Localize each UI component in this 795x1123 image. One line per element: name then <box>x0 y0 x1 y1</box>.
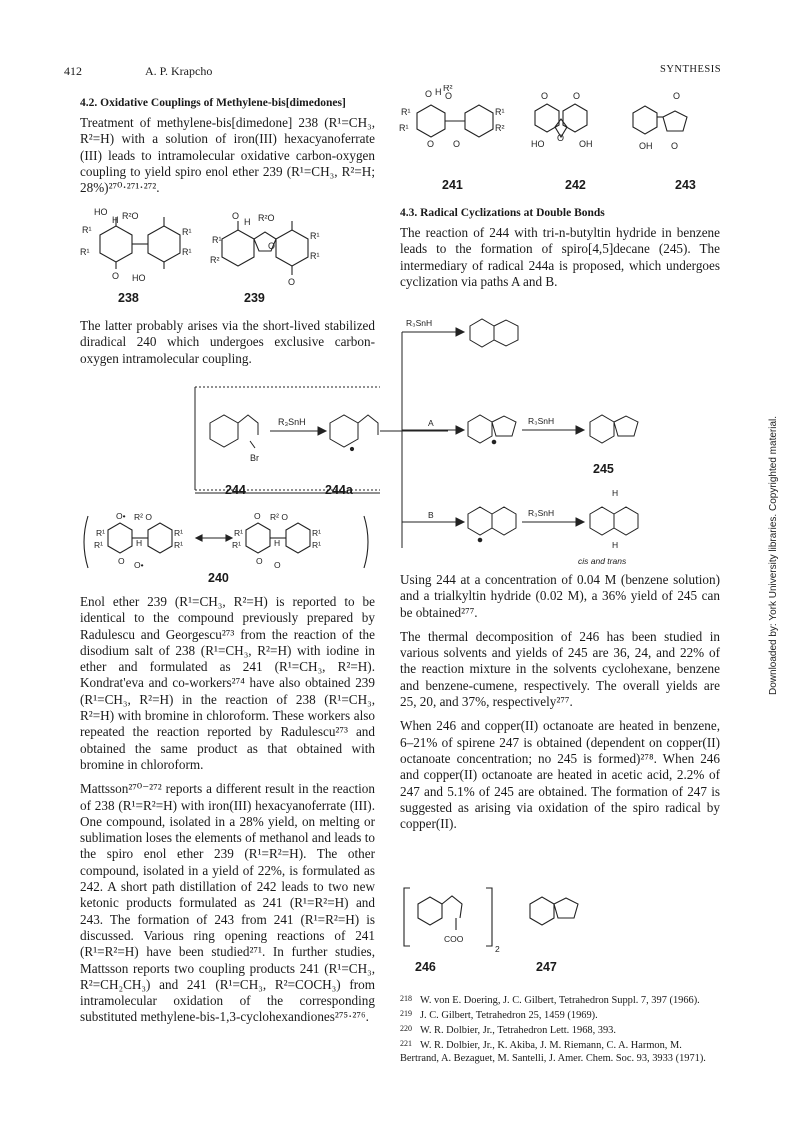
svg-text:HO: HO <box>94 207 108 217</box>
svg-text:H: H <box>435 87 442 97</box>
svg-text:R² O: R² O <box>270 512 288 522</box>
svg-text:O: O <box>112 271 120 281</box>
bromine-label: Br <box>250 453 259 463</box>
svg-text:R¹: R¹ <box>174 540 183 550</box>
left-paragraph-2: The latter probably arises via the short-lived stabilized diradical 240 which undergoes exclusive carbon-oxygen intramolecular coupling. <box>80 318 375 366</box>
reagent-label-a: R₃SnH <box>528 416 555 426</box>
reference-219: 219 J. C. Gilbert, Tetrahedron 25, 1459 (1969). <box>400 1009 598 1021</box>
left-paragraph-4: Mattsson²⁷⁰⁻²⁷² reports a different result in the reaction of 238 (R¹=R²=H) with iron(III) hexacyanoferrate (III). One compound, isolated in a 28% yield, on melting or sublimation loses the elements of methanol and leads to the spiro enol ether 239 (R¹=R²=H). The other compound, isolated in a yield of 22%, is formulated as 242. A short path distillation of 242 leads to two new ketonic products formulated as 241 (R¹=R²=H) and 243. The formation of 243 from 241 (R¹=R²=H) is discussed. Various ring opening reactions of 241 (R¹=R²=H) have been studied²⁷¹. In further studies, Mattsson reports two coupling products 241 (R¹=CH₃, R²=CH₂CH₃) and 241 (R¹=CH₃, R²=COCH₃) from intramolecular oxidation of the corresponding substituted methylene-bis-1,3-cyclohexandiones²⁷⁵·²⁷⁶. <box>80 781 375 1025</box>
svg-text:R¹: R¹ <box>234 528 243 538</box>
svg-text:R¹: R¹ <box>310 231 320 241</box>
compound-label-242: 242 <box>565 178 586 192</box>
svg-text:R¹: R¹ <box>94 540 103 550</box>
reagent-label-b: R₃SnH <box>528 508 555 518</box>
svg-text:R²: R² <box>495 123 505 133</box>
structure-240 <box>78 508 378 576</box>
svg-text:H: H <box>244 217 251 227</box>
svg-text:O: O <box>118 556 125 566</box>
svg-text:R²: R² <box>210 255 220 265</box>
compound-label-244a: 244a <box>325 483 353 497</box>
svg-text:O: O <box>573 91 581 101</box>
structures-238-239 <box>72 205 372 295</box>
svg-text:O: O <box>557 133 565 143</box>
svg-text:R¹: R¹ <box>212 235 222 245</box>
right-paragraph-3: The thermal decomposition of 246 has been studied in various solvents and yields of 245 are 36, 24, and 22% of the reaction mixture in the solvents cyclohexane, benzene and benzene-cumene, respectively. The overall yields are 25, 20, and 37%, respectively²⁷⁷. <box>400 628 720 710</box>
compound-label-238: 238 <box>118 291 139 305</box>
svg-text:R¹: R¹ <box>312 528 321 538</box>
svg-text:R² O: R² O <box>134 512 152 522</box>
svg-text:R²: R² <box>443 85 453 93</box>
page-number: 412 <box>64 64 82 78</box>
svg-text:H: H <box>112 215 119 225</box>
structures-241-243 <box>395 85 715 170</box>
reagent-label: R₃SnH <box>278 417 306 427</box>
compound-label-243: 243 <box>675 178 696 192</box>
compound-label-241: 241 <box>442 178 463 192</box>
svg-text:O: O <box>274 560 281 570</box>
svg-text:R¹: R¹ <box>401 107 411 117</box>
reference-218: 218 W. von E. Doering, J. C. Gilbert, Tetrahedron Suppl. 7, 397 (1966). <box>400 994 700 1006</box>
svg-text:O: O <box>425 89 433 99</box>
h-label-bottom: H <box>612 540 619 548</box>
svg-text:R¹: R¹ <box>232 540 241 550</box>
svg-text:O•: O• <box>134 560 144 570</box>
svg-text:HO: HO <box>132 273 146 283</box>
svg-text:R²O: R²O <box>122 211 139 221</box>
section-title-4-2: 4.2. Oxidative Couplings of Methylene-bis[dimedones] <box>80 97 346 109</box>
svg-text:O•: O• <box>116 511 126 521</box>
svg-text:OH: OH <box>579 139 593 149</box>
stereo-note: cis and trans <box>578 556 627 566</box>
svg-text:O: O <box>288 277 296 287</box>
right-paragraph-1: The reaction of 244 with tri-n-butyltin hydride in benzene leads to the formation of spiro[4,5]decane (245). The intermediary of radical 244a is proposed, which undergoes cyclization via paths A and B. <box>400 225 720 289</box>
svg-text:O: O <box>453 139 461 149</box>
svg-text:R¹: R¹ <box>399 123 409 133</box>
svg-text:R¹: R¹ <box>310 251 320 261</box>
compound-label-239: 239 <box>244 291 265 305</box>
compound-label-240: 240 <box>208 571 229 585</box>
svg-text:R¹: R¹ <box>182 227 192 237</box>
path-a-label: A <box>428 418 434 428</box>
section-title-4-3: 4.3. Radical Cyclizations at Double Bonds <box>400 207 605 219</box>
left-paragraph-3: Enol ether 239 (R¹=CH₃, R²=H) is reported to be identical to the compound previously prepared by Radulescu and Georgescu²⁷³ from the reaction of the disodium salt of 238 (R¹=CH₃, R²=H) with iodine in ether and formulated as 241 (R¹=CH₃, R²=H). Kondrat'eva and co-workers²⁷⁴ have also obtained 239 (R¹=CH₃, R²=H) in the reaction of 238 (R¹=CH₃, R²=H) with bromine in chloroform. These workers also repeated the reaction reported by Radulescu²⁷³ and obtained the same product as that obtained with bromine in chloroform. <box>80 594 375 772</box>
svg-text:R¹: R¹ <box>174 528 183 538</box>
coo-label: COO <box>444 934 464 944</box>
svg-text:R¹: R¹ <box>82 225 92 235</box>
right-lower-text <box>400 572 720 840</box>
running-author: A. P. Krapcho <box>145 64 213 78</box>
svg-text:H: H <box>136 538 143 548</box>
svg-text:O: O <box>268 241 276 251</box>
svg-text:R¹: R¹ <box>495 107 505 117</box>
svg-text:R¹: R¹ <box>96 528 105 538</box>
svg-text:O: O <box>427 139 435 149</box>
right-paragraph-4: When 246 and copper(II) octanoate are heated in benzene, 6–21% of spirene 247 is obtained (dependent on copper(II) octanoate concentration; no 245 is formed)²⁷⁸. When 246 and copper(II) octanoate are heated in acetic acid, 2.2% of 247 and 5.1% of 245 are obtained. The formation of 247 is suggested as arising via oxidation of the spiro radical by copper(II). <box>400 718 720 832</box>
svg-text:O: O <box>671 141 679 151</box>
scheme-paths-a-b <box>398 318 728 548</box>
svg-text:O: O <box>232 211 240 221</box>
svg-text:O: O <box>256 556 263 566</box>
svg-text:O: O <box>673 91 681 101</box>
download-notice: Downloaded by: York University libraries. Copyrighted material. <box>768 415 779 695</box>
structures-246-247 <box>398 884 718 954</box>
reference-220: 220 W. R. Dolbier, Jr., Tetrahedron Lett. 1968, 393. <box>400 1024 616 1036</box>
path-b-label: B <box>428 510 434 520</box>
svg-text:OH: OH <box>639 141 653 151</box>
compound-label-246: 246 <box>415 960 436 974</box>
svg-text:HO: HO <box>531 139 545 149</box>
svg-text:R²O: R²O <box>258 213 275 223</box>
subscript-2: 2 <box>495 944 500 954</box>
references-list <box>400 992 720 1065</box>
svg-text:O: O <box>254 511 261 521</box>
compound-label-247: 247 <box>536 960 557 974</box>
left-paragraph-1: Treatment of methylene-bis[dimedone] 238 (R¹=CH₃, R²=H) with a solution of iron(III) hexacyanoferrate (III) leads to intramolecular oxidative carbon-oxygen coupling to yield spiro enol ether 239 (R¹=CH₃, R²=H; 28%)²⁷⁰·²⁷¹·²⁷². <box>80 115 375 196</box>
svg-text:O: O <box>541 91 549 101</box>
reagent-label-top: R₃SnH <box>406 318 433 328</box>
svg-text:R¹: R¹ <box>312 540 321 550</box>
compound-label-244: 244 <box>225 483 246 497</box>
compound-label-245: 245 <box>593 462 614 476</box>
svg-text:R¹: R¹ <box>80 247 90 257</box>
h-label-top: H <box>612 488 619 498</box>
svg-text:O: O <box>445 91 453 101</box>
reference-221: 221 W. R. Dolbier, Jr., K. Akiba, J. M. Riemann, C. A. Harmon, M. Bertrand, A. Bezaguet, M. Santelli, J. Amer. Chem. Soc. 93, 3933 (1971). <box>400 1039 706 1064</box>
right-paragraph-2: Using 244 at a concentration of 0.04 M (benzene solution) and a trialkyltin hydride (0.02 M), a 36% yield of 245 can be obtained²⁷⁷. <box>400 572 720 620</box>
svg-text:H: H <box>274 538 281 548</box>
journal-name: SYNTHESIS <box>660 64 722 75</box>
svg-text:R¹: R¹ <box>182 247 192 257</box>
left-lower-text <box>80 594 375 1034</box>
